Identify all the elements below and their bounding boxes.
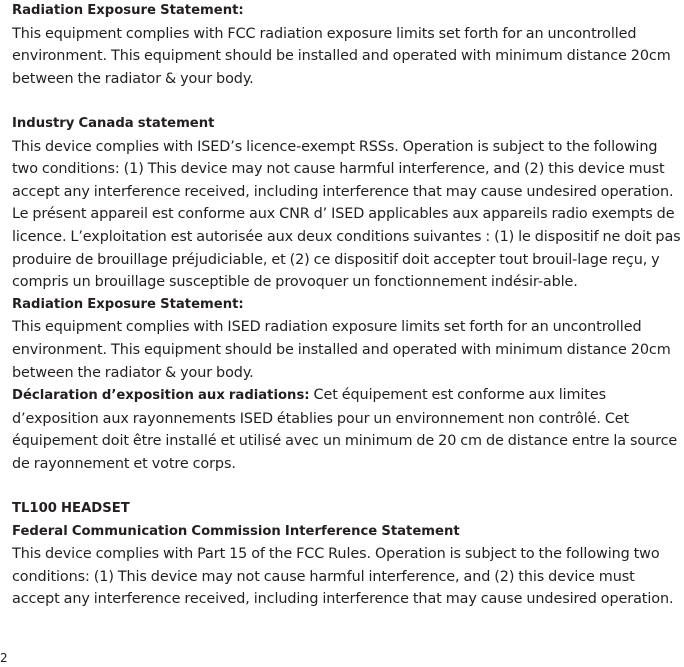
page-number: 2: [0, 651, 8, 665]
radiation-exposure-ised-heading: Radiation Exposure Statement:: [12, 296, 244, 312]
declaration-exposition-paragraph: [12, 384, 684, 475]
product-title: TL100 HEADSET: [12, 501, 130, 517]
declaration-exposition-heading: Déclaration d’exposition aux radiations:: [12, 388, 310, 404]
radiation-exposure-heading: Radiation Exposure Statement:: [12, 3, 244, 18]
declaration-exposition-text: Cet équipement est conforme aux limites d’exposition aux rayonnements ISED établies pour un environnement non contrôlé. Cet équipement doit être installé et utilisé avec un minimum de 20 cm de distance entre la source de rayonnement et votre corps.: [12, 387, 678, 472]
industry-canada-heading: Industry Canada statement: [12, 115, 215, 131]
radiation-exposure-fcc-text: This equipment complies with FCC radiation exposure limits set forth for an uncontrolled environment. This equipment should be installed and operated with minimum distance 20cm between the radiator & your body.: [12, 25, 671, 87]
industry-canada-text-en: This device complies with ISED’s licence-exempt RSSs. Operation is subject to the following two conditions: (1) This device may not cause harmful interference, and (2) this device must accept any interference received, including interference that may cause undesired operation.: [12, 138, 674, 200]
industry-canada-text-fr: Le présent appareil est conforme aux CNR d’ ISED applicables aux appareils radio exempts de licence. L’exploitation est autorisée aux deux conditions suivantes : (1) le dispositif ne doit pas produire de brouillage préjudiciable, et (2) ce dispositif doit accepter tout brouil-lage reçu, y compris un brouillage susceptible de provoquer un fonctionnement indésir-able.: [12, 206, 681, 291]
paragraph-spacer: [12, 475, 684, 498]
fcc-interference-text: This device complies with Part 15 of the FCC Rules. Operation is subject to the following two conditions: (1) This device may not cause harmful interference, and (2) this device must accept any interference received, including interference that may cause undesired operation.: [12, 546, 674, 608]
paragraph-spacer: [12, 90, 684, 113]
document-body: [12, 0, 684, 611]
fcc-interference-heading: Federal Communication Commission Interference Statement: [12, 523, 460, 539]
radiation-exposure-ised-text: This equipment complies with ISED radiation exposure limits set forth for an uncontrolled environment. This equipment should be installed and operated with minimum distance 20cm between the radiator & your body.: [12, 319, 671, 381]
